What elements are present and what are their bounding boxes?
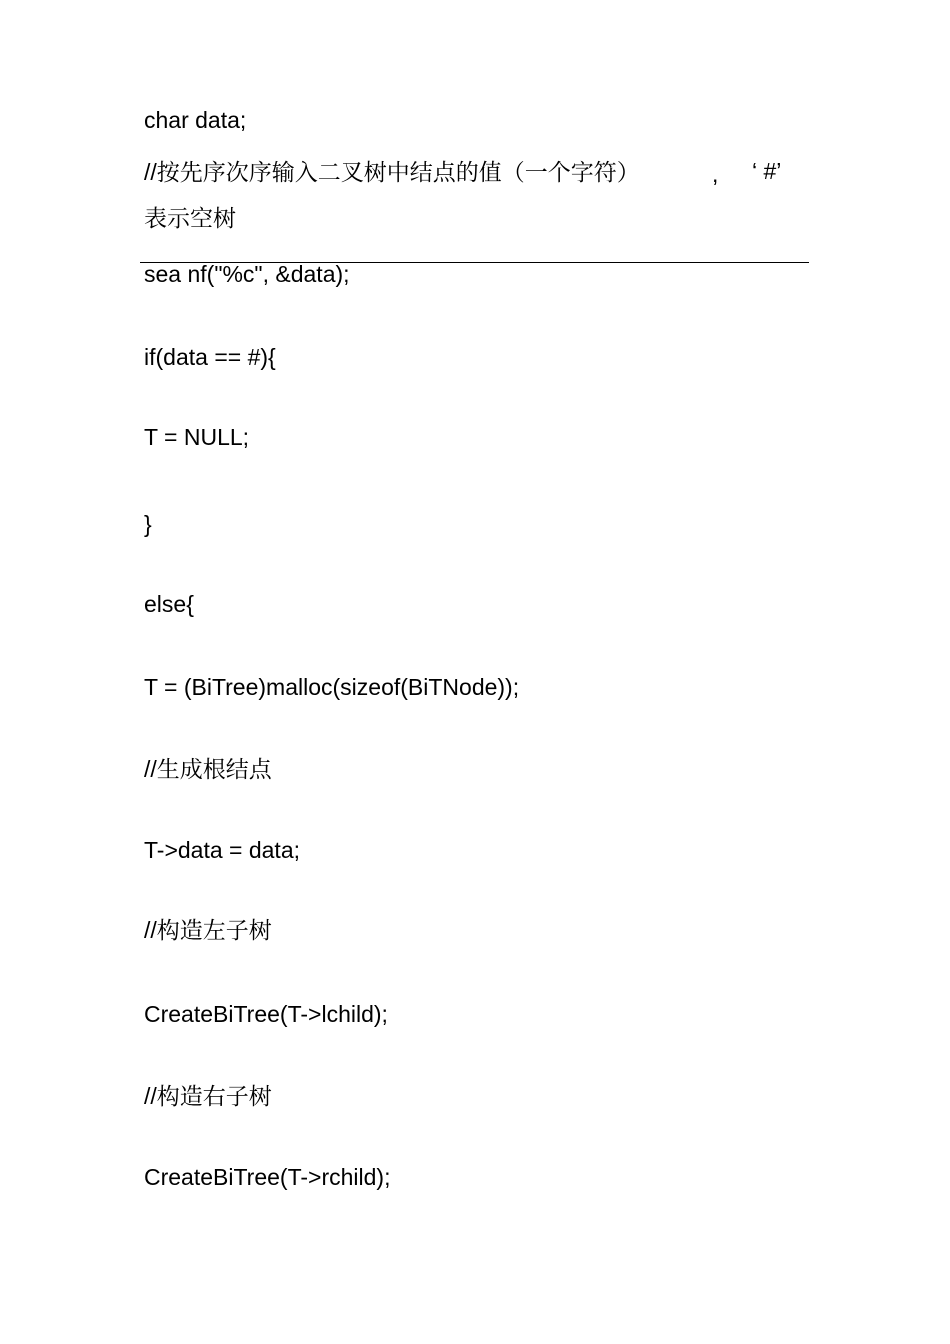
comment-hash-quote: ‘ #’ (752, 158, 782, 184)
code-line-create-left: CreateBiTree(T->lchild); (144, 1001, 388, 1027)
code-line-null: T = NULL; (144, 424, 250, 450)
code-line-malloc: T = (BiTree)malloc(sizeof(BiTNode)); (144, 674, 520, 700)
comment-line-root: //生成根结点 (144, 756, 272, 782)
code-line-create-right: CreateBiTree(T->rchild); (144, 1164, 391, 1190)
code-line-if: if(data == #){ (144, 344, 276, 370)
code-line-assign-data: T->data = data; (144, 837, 301, 863)
comment-line-right-subtree: //构造右子树 (144, 1083, 272, 1109)
code-line-close-brace: } (144, 511, 152, 537)
code-line-char-data: char data; (144, 107, 247, 133)
comment-line-empty-tree: 表示空树 (144, 205, 236, 231)
code-line-else: else{ (144, 591, 194, 617)
comment-line-preorder-input: //按先序次序输入二叉树中结点的值（一个字符） (144, 159, 640, 185)
comment-comma: , (712, 161, 719, 187)
code-line-scanf: sea nf("%c", &data); (144, 261, 350, 287)
comment-line-left-subtree: //构造左子树 (144, 917, 272, 943)
